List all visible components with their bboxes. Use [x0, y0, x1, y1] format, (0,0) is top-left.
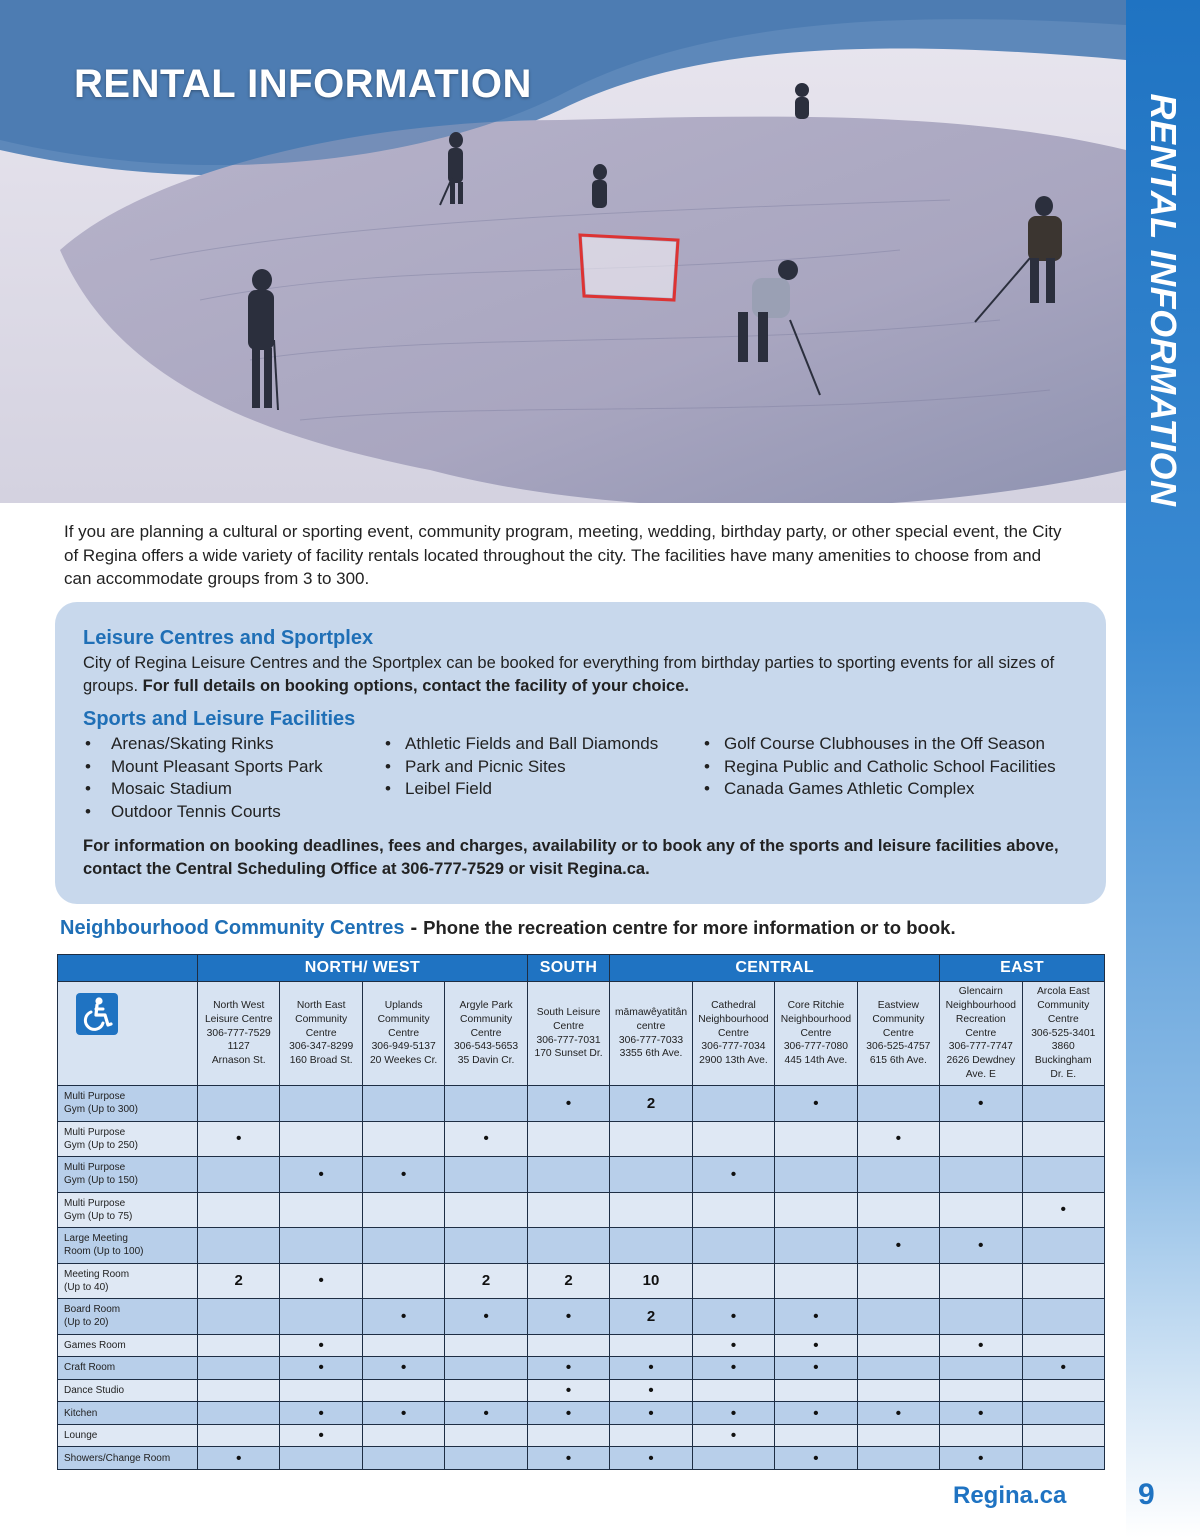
facility-header-line: Uplands — [384, 1000, 423, 1011]
facility-header-line: Neighbourhood — [780, 1013, 852, 1025]
table-cell — [940, 1357, 1022, 1380]
footer-url[interactable]: Regina.ca — [953, 1482, 1067, 1509]
table-cell — [940, 1299, 1022, 1335]
table-cell: • — [280, 1263, 362, 1299]
table-cell: • — [610, 1379, 692, 1402]
facility-header-line: Argyle Park — [459, 1000, 513, 1011]
table-cell — [857, 1357, 939, 1380]
list-item: • Arenas/Skating Rinks — [83, 733, 323, 756]
table-cell — [527, 1228, 609, 1264]
amenity-label-line: Multi Purpose — [64, 1162, 126, 1174]
table-row — [58, 1228, 1105, 1264]
hero-image — [0, 0, 1126, 503]
accessibility-cell — [58, 982, 198, 1086]
amenity-label — [58, 1424, 198, 1447]
table-cell: • — [940, 1086, 1022, 1122]
table-cell: • — [445, 1121, 527, 1157]
table-cell — [1022, 1334, 1104, 1357]
side-tab-label: RENTAL INFORMATION — [1143, 93, 1184, 507]
facility-header-line: Arnason St. — [211, 1055, 266, 1067]
table-cell — [1022, 1086, 1104, 1122]
facility-header-line: 306-777-7033 — [618, 1034, 684, 1046]
table-row — [58, 1379, 1105, 1402]
intro-paragraph: If you are planning a cultural or sporting event, community program, meeting, wedding, birthday party, or other special event, the City of Regina offers a wide variety of facility rentals located throughout the city. The facilities have many amenities to choose from and can accommodate groups from 3 to 300. — [64, 522, 1062, 588]
facility-header-line: Leisure Centre — [204, 1013, 273, 1025]
table-cell — [198, 1299, 280, 1335]
facility-header-line: 306-777-7747 — [948, 1041, 1013, 1053]
table-row — [58, 1334, 1105, 1357]
facility-header-line: North West — [213, 1000, 265, 1011]
table-row — [58, 1192, 1105, 1228]
table-cell — [940, 1263, 1022, 1299]
table-cell — [527, 1192, 609, 1228]
table-cell: • — [692, 1334, 774, 1357]
amenity-label-line: (Up to 20) — [64, 1317, 109, 1329]
amenity-label — [58, 1447, 198, 1470]
facility-header — [692, 982, 774, 1086]
amenity-label-line: Large Meeting — [64, 1233, 128, 1245]
table-cell: • — [610, 1357, 692, 1380]
table-cell — [857, 1263, 939, 1299]
table-cell — [610, 1424, 692, 1447]
table-row — [58, 1424, 1105, 1447]
facility-header-line: 1127 — [227, 1041, 250, 1053]
facility-header — [775, 982, 857, 1086]
facility-header-line: Centre — [388, 1027, 420, 1039]
table-cell — [280, 1447, 362, 1470]
table-row — [58, 1402, 1105, 1425]
sports-facilities-heading: Sports and Leisure Facilities — [83, 708, 356, 730]
table-cell — [857, 1299, 939, 1335]
table-cell: • — [527, 1402, 609, 1425]
table-cell — [198, 1424, 280, 1447]
table-cell — [445, 1192, 527, 1228]
list-item: • Park and Picnic Sites — [383, 756, 658, 779]
table-cell — [198, 1192, 280, 1228]
table-cell — [775, 1157, 857, 1193]
table-cell — [445, 1157, 527, 1193]
table-cell — [445, 1447, 527, 1470]
facility-header-line: 306-525-3401 — [1031, 1027, 1096, 1039]
list-item: • Leibel Field — [383, 778, 658, 801]
amenity-label-line: Multi Purpose — [64, 1197, 126, 1209]
page-title: RENTAL INFORMATION — [74, 62, 532, 106]
page-number: 9 — [1138, 1478, 1155, 1511]
table-cell: • — [280, 1157, 362, 1193]
amenity-label-line: Games Room — [64, 1339, 126, 1351]
table-cell — [198, 1379, 280, 1402]
table-cell — [857, 1157, 939, 1193]
table-cell: • — [362, 1299, 444, 1335]
facility-header-line: 3355 6th Ave. — [619, 1048, 683, 1060]
table-cell — [940, 1192, 1022, 1228]
table-cell — [280, 1121, 362, 1157]
heading-dash: - — [410, 917, 418, 939]
table-cell — [362, 1379, 444, 1402]
facility-header-line: 306-777-7031 — [536, 1034, 601, 1046]
facilities-list-1 — [83, 733, 323, 823]
table-cell: 2 — [445, 1263, 527, 1299]
facility-header-line: Core Ritchie — [787, 1000, 845, 1011]
amenity-label-line: (Up to 40) — [64, 1281, 109, 1293]
table-cell: • — [527, 1447, 609, 1470]
table-cell — [692, 1192, 774, 1228]
amenity-label-line: Gym (Up to 75) — [64, 1210, 133, 1222]
table-cell: • — [692, 1157, 774, 1193]
table-cell — [1022, 1424, 1104, 1447]
facility-header-line: māmawêyatitân — [614, 1006, 688, 1018]
amenity-label-line: Showers/Change Room — [64, 1452, 171, 1464]
table-cell — [527, 1157, 609, 1193]
amenity-label — [58, 1357, 198, 1380]
table-cell — [857, 1424, 939, 1447]
table-cell — [362, 1228, 444, 1264]
amenity-label — [58, 1228, 198, 1264]
facility-header — [280, 982, 362, 1086]
table-cell — [692, 1121, 774, 1157]
facility-header-line: 3860 — [1051, 1041, 1075, 1053]
table-cell — [1022, 1447, 1104, 1470]
table-row — [58, 1157, 1105, 1193]
facility-header-line: Glencairn — [958, 986, 1003, 998]
facility-header-line: 160 Broad St. — [289, 1055, 353, 1067]
list-item: • Regina Public and Catholic School Facilities — [702, 756, 1056, 779]
amenity-label-line: Dance Studio — [64, 1384, 125, 1396]
amenity-label-line: Craft Room — [64, 1362, 116, 1374]
table-cell — [1022, 1299, 1104, 1335]
table-cell: • — [857, 1402, 939, 1425]
table-cell — [1022, 1157, 1104, 1193]
table-cell — [445, 1086, 527, 1122]
amenity-label-line: Room (Up to 100) — [64, 1246, 144, 1258]
facility-header-line: Neighbourhood — [698, 1013, 769, 1025]
table-cell: • — [198, 1447, 280, 1470]
table-cell — [445, 1424, 527, 1447]
amenity-label — [58, 1157, 198, 1193]
community-centres-heading — [60, 917, 956, 940]
table-row — [58, 1447, 1105, 1470]
table-cell — [610, 1157, 692, 1193]
table-cell — [527, 1334, 609, 1357]
table-cell — [280, 1086, 362, 1122]
facility-header-line: Community — [872, 1013, 925, 1025]
table-cell: • — [280, 1334, 362, 1357]
table-cell: • — [445, 1299, 527, 1335]
table-cell: • — [198, 1121, 280, 1157]
facility-header-line: Centre — [305, 1027, 337, 1039]
community-centres-title: Neighbourhood Community Centres — [60, 917, 405, 939]
facility-header-line: 2900 13th Ave. — [699, 1055, 768, 1067]
table-corner — [58, 955, 198, 982]
amenity-label-line: Lounge — [64, 1430, 98, 1442]
table-row — [58, 1299, 1105, 1335]
table-cell — [775, 1424, 857, 1447]
table-cell: 10 — [610, 1263, 692, 1299]
facility-header-line: Recreation — [955, 1013, 1006, 1025]
table-cell: • — [692, 1424, 774, 1447]
table-cell: • — [775, 1402, 857, 1425]
facility-header-line: 306-949-5137 — [371, 1041, 436, 1053]
amenity-label-line: Board Room — [64, 1304, 121, 1316]
facility-header-line: Dr. E. — [1050, 1068, 1077, 1080]
table-cell: 2 — [198, 1263, 280, 1299]
table-cell: • — [940, 1402, 1022, 1425]
table-cell: • — [610, 1402, 692, 1425]
amenity-label — [58, 1263, 198, 1299]
facility-header — [857, 982, 939, 1086]
facility-header — [527, 982, 609, 1086]
table-cell — [692, 1086, 774, 1122]
table-cell: 2 — [527, 1263, 609, 1299]
table-cell — [198, 1357, 280, 1380]
table-cell: • — [775, 1086, 857, 1122]
facility-header-line: Centre — [800, 1027, 832, 1039]
table-row — [58, 1357, 1105, 1380]
table-cell — [940, 1424, 1022, 1447]
table-cell — [610, 1334, 692, 1357]
table-cell — [775, 1121, 857, 1157]
table-cell — [445, 1228, 527, 1264]
table-cell — [692, 1263, 774, 1299]
table-cell — [362, 1334, 444, 1357]
table-cell — [362, 1192, 444, 1228]
facility-header-line: Community — [1037, 1000, 1090, 1011]
table-cell: • — [775, 1447, 857, 1470]
table-cell: • — [527, 1086, 609, 1122]
facility-header-line: 615 6th Ave. — [869, 1055, 927, 1067]
facilities-list-2 — [383, 733, 658, 801]
table-cell — [198, 1402, 280, 1425]
table-cell — [857, 1334, 939, 1357]
table-cell — [1022, 1228, 1104, 1264]
table-cell — [445, 1379, 527, 1402]
region-south: SOUTH — [527, 955, 609, 982]
facility-header — [940, 982, 1022, 1086]
facility-header — [362, 982, 444, 1086]
facility-header-line: Arcola East — [1036, 986, 1090, 998]
table-cell — [940, 1157, 1022, 1193]
community-centres-table — [57, 954, 1105, 1470]
table-row — [58, 1086, 1105, 1122]
facility-header-line: 306-777-7080 — [783, 1041, 848, 1053]
facility-header-line: 306-525-4757 — [866, 1041, 931, 1053]
list-item: • Outdoor Tennis Courts — [83, 801, 323, 824]
table-cell — [692, 1228, 774, 1264]
table-cell — [1022, 1263, 1104, 1299]
table-cell — [775, 1228, 857, 1264]
table-cell: • — [1022, 1357, 1104, 1380]
table-cell — [610, 1121, 692, 1157]
table-cell — [775, 1263, 857, 1299]
table-cell — [362, 1263, 444, 1299]
facility-header — [1022, 982, 1104, 1086]
leisure-text: City of Regina Leisure Centres and the Sportplex can be booked for everything from birthday parties to sporting events for all sizes of groups. — [83, 654, 1055, 695]
table-cell — [857, 1086, 939, 1122]
table-cell: • — [280, 1357, 362, 1380]
list-item: • Athletic Fields and Ball Diamonds — [383, 733, 658, 756]
table-cell — [362, 1447, 444, 1470]
amenity-label — [58, 1086, 198, 1122]
table-cell: • — [1022, 1192, 1104, 1228]
facility-header-line: Centre — [553, 1020, 584, 1032]
table-cell — [940, 1121, 1022, 1157]
facilities-list-3 — [702, 733, 1056, 801]
amenity-label — [58, 1299, 198, 1335]
amenity-label — [58, 1379, 198, 1402]
table-cell: • — [527, 1299, 609, 1335]
amenity-label — [58, 1121, 198, 1157]
table-cell: • — [692, 1357, 774, 1380]
table-cell — [362, 1121, 444, 1157]
facility-header-line: North East — [296, 1000, 346, 1011]
facility-header-line: 306-777-7529 — [206, 1027, 271, 1039]
table-cell — [527, 1121, 609, 1157]
leisure-centres-text — [83, 652, 1083, 698]
table-cell — [1022, 1402, 1104, 1425]
facility-header-line: 306-347-8299 — [289, 1041, 354, 1053]
leisure-text-bold: For full details on booking options, contact the facility of your choice. — [142, 677, 689, 695]
region-central: CENTRAL — [610, 955, 940, 982]
amenity-label-line: Gym (Up to 300) — [64, 1104, 138, 1116]
list-item: • Mosaic Stadium — [83, 778, 323, 801]
table-cell — [198, 1157, 280, 1193]
table-cell — [775, 1192, 857, 1228]
table-cell — [1022, 1121, 1104, 1157]
table-cell: • — [775, 1357, 857, 1380]
table-cell — [280, 1192, 362, 1228]
table-cell — [280, 1228, 362, 1264]
leisure-centres-heading: Leisure Centres and Sportplex — [83, 627, 374, 649]
table-cell: 2 — [610, 1086, 692, 1122]
table-cell: • — [857, 1121, 939, 1157]
table-cell: • — [362, 1402, 444, 1425]
table-cell — [940, 1379, 1022, 1402]
list-item: • Canada Games Athletic Complex — [702, 778, 1056, 801]
facility-header-line: Centre — [882, 1027, 914, 1039]
facility-header-line: 35 Davin Cr. — [457, 1055, 515, 1067]
facility-header-line: Ave. E — [965, 1068, 996, 1080]
table-cell — [362, 1086, 444, 1122]
region-east: EAST — [940, 955, 1105, 982]
booking-info-text: For information on booking deadlines, fees and charges, availability or to book any of the sports and leisure facilities above, contact the Central Scheduling Office at 306-777-7529 or visit Regina.ca. — [83, 837, 1059, 878]
table-cell: • — [280, 1402, 362, 1425]
facility-header-line: Community — [295, 1013, 348, 1025]
amenity-label-line: Gym (Up to 150) — [64, 1175, 138, 1187]
table-cell: • — [445, 1402, 527, 1425]
table-cell: • — [610, 1447, 692, 1470]
amenity-label-line: Gym (Up to 250) — [64, 1139, 138, 1151]
wheelchair-accessibility-icon — [76, 993, 118, 1035]
list-item: • Golf Course Clubhouses in the Off Season — [702, 733, 1056, 756]
table-cell: • — [857, 1228, 939, 1264]
table-cell — [362, 1424, 444, 1447]
table-cell — [857, 1192, 939, 1228]
facility-header-line: 170 Sunset Dr. — [534, 1048, 603, 1060]
region-north-west: NORTH/ WEST — [198, 955, 528, 982]
table-cell: • — [362, 1157, 444, 1193]
community-centres-subtitle: Phone the recreation centre for more information or to book. — [423, 917, 956, 938]
table-cell — [198, 1334, 280, 1357]
table-cell — [775, 1379, 857, 1402]
info-panel — [55, 602, 1106, 904]
table-cell — [610, 1192, 692, 1228]
table-cell: • — [940, 1228, 1022, 1264]
table-cell: • — [692, 1402, 774, 1425]
list-item: • Mount Pleasant Sports Park — [83, 756, 323, 779]
facility-header-line: Centre — [965, 1027, 997, 1039]
table-cell — [1022, 1379, 1104, 1402]
facility-header-line: Community — [377, 1013, 430, 1025]
table-cell: • — [940, 1447, 1022, 1470]
table-cell: • — [692, 1299, 774, 1335]
facility-header-line: Cathedral — [711, 1000, 756, 1011]
table-cell — [857, 1447, 939, 1470]
table-cell — [857, 1379, 939, 1402]
facility-header-line: South Leisure — [536, 1006, 601, 1018]
table-cell: • — [940, 1334, 1022, 1357]
facility-header-line: centre — [636, 1020, 666, 1032]
facility-header — [610, 982, 692, 1086]
amenity-label — [58, 1402, 198, 1425]
facility-header-line: 306-543-5653 — [454, 1041, 519, 1053]
facility-header-line: 306-777-7034 — [701, 1041, 766, 1053]
table-cell: • — [775, 1299, 857, 1335]
table-cell — [692, 1379, 774, 1402]
table-cell — [610, 1228, 692, 1264]
amenity-label — [58, 1192, 198, 1228]
amenity-label — [58, 1334, 198, 1357]
amenity-label-line: Kitchen — [64, 1407, 98, 1419]
table-cell: 2 — [610, 1299, 692, 1335]
facility-header-line: Neighbourhood — [945, 1000, 1017, 1011]
table-cell: • — [362, 1357, 444, 1380]
facility-header-line: 20 Weekes Cr. — [369, 1055, 438, 1067]
facility-header-line: Buckingham — [1034, 1055, 1092, 1067]
facility-header-line: Centre — [1047, 1013, 1079, 1025]
table-cell — [445, 1334, 527, 1357]
facility-header-line: Centre — [717, 1027, 749, 1039]
facility-header — [445, 982, 527, 1086]
table-cell: • — [527, 1357, 609, 1380]
table-cell: • — [775, 1334, 857, 1357]
amenity-label-line: Meeting Room — [64, 1268, 130, 1280]
table-cell — [527, 1424, 609, 1447]
table-row — [58, 1263, 1105, 1299]
amenity-label-line: Multi Purpose — [64, 1126, 126, 1138]
table-cell — [445, 1357, 527, 1380]
table-cell — [692, 1447, 774, 1470]
table-row — [58, 1121, 1105, 1157]
table-cell — [280, 1299, 362, 1335]
table-cell: • — [527, 1379, 609, 1402]
table-cell — [280, 1379, 362, 1402]
facility-header — [198, 982, 280, 1086]
facility-header-line: 2626 Dewdney — [946, 1055, 1016, 1067]
facility-header-line: Community — [460, 1013, 513, 1025]
amenity-label-line: Multi Purpose — [64, 1091, 126, 1103]
facility-header-line: Eastview — [877, 1000, 919, 1011]
facility-header-line: 445 14th Ave. — [784, 1055, 848, 1067]
table-cell — [198, 1086, 280, 1122]
table-cell — [198, 1228, 280, 1264]
table-cell: • — [280, 1424, 362, 1447]
facility-header-line: Centre — [470, 1027, 502, 1039]
